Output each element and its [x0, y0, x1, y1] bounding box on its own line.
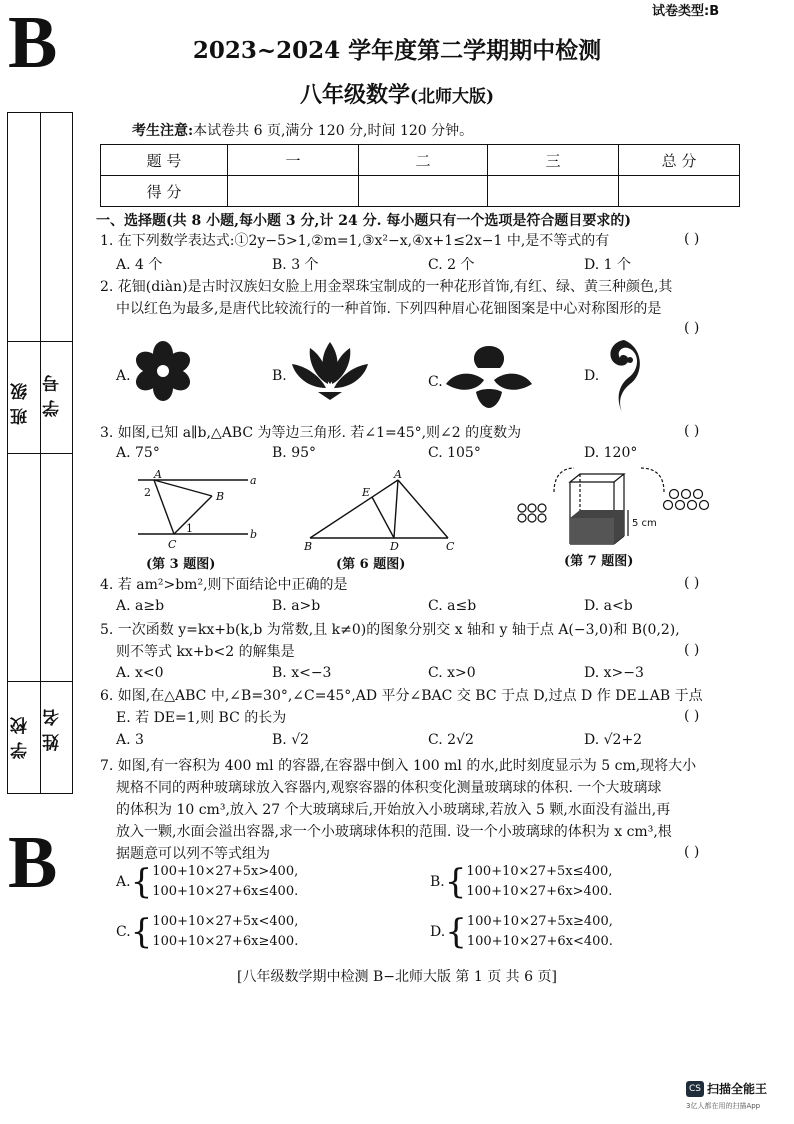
exam-notice: [132, 120, 473, 140]
fig3-label-a: A: [154, 468, 162, 481]
question-7-line-5: 据题意可以列不等式组为: [116, 846, 270, 862]
name-label: 姓名: [43, 701, 63, 751]
figure-6: [302, 466, 464, 552]
paper-type: 试卷类型:B: [652, 4, 720, 19]
exam-subtitle: [0, 78, 794, 109]
q3-option-c: C. 105°: [428, 445, 481, 461]
score-header-row: [101, 145, 740, 176]
score-row: [101, 176, 740, 207]
q6-option-d: D. √2+2: [584, 732, 643, 748]
q1-option-d: D. 1 个: [584, 257, 631, 273]
figure-3: [128, 466, 268, 552]
score-header: 三: [488, 145, 619, 176]
class-label: 班级: [11, 375, 31, 425]
school-label: 学校: [11, 709, 31, 759]
question-6-line-1: 6. 如图,在△ABC 中,∠B=30°,∠C=45°,AD 平分∠BAC 交 BC 于点 D,过点 D 作 DE⊥AB 于点: [100, 688, 703, 704]
q7-option-a-label: A.: [116, 874, 131, 890]
question-4: 4. 若 am²>bm²,则下面结论中正确的是: [100, 577, 348, 593]
student-info-sidebar: [7, 112, 73, 794]
figure-3-caption: (第 3 题图): [146, 557, 216, 572]
score-row-label: 得 分: [101, 176, 228, 207]
q4-option-a: A. a≥b: [116, 598, 165, 614]
q1-option-c: C. 2 个: [428, 257, 475, 273]
score-cell[interactable]: [619, 176, 740, 207]
question-6-line-2: E. 若 DE=1,则 BC 的长为: [116, 710, 287, 726]
q7-option-b-label: B.: [430, 874, 445, 890]
camscanner-logo-icon: CS: [686, 1081, 704, 1097]
fig6-label-c: C: [446, 540, 455, 552]
q7-b-ineq-1: 100+10×27+5x≤400,: [466, 864, 613, 879]
question-1: 1. 在下列数学表达式:①2y−5>1,②m=1,③x²−x,④x+1≤2x−1 中,是不等式的有: [100, 233, 610, 249]
answer-paren-6[interactable]: ( ): [684, 708, 700, 724]
q7-option-c-label: C.: [116, 924, 131, 940]
q7-option-d: D.{100+10×27+5x≥400, 100+10×27+6x<400.: [430, 912, 613, 952]
subject: 八年级数学: [299, 82, 410, 108]
fig3-label-line-a: a: [250, 474, 257, 487]
q4-option-b: B. a>b: [272, 598, 321, 614]
cloud-pattern-c-icon: [444, 344, 534, 410]
q3-option-d: D. 120°: [584, 445, 638, 461]
answer-paren-1[interactable]: ( ): [684, 231, 700, 247]
fig6-label-b: B: [304, 540, 313, 552]
score-header: 一: [228, 145, 359, 176]
figure-7: [514, 460, 714, 550]
exam-title: 2023~2024 学年度第二学期期中检测: [192, 37, 602, 64]
question-5-line-1: 5. 一次函数 y=kx+b(k,b 为常数,且 k≠0)的图象分别交 x 轴和 y 轴于点 A(−3,0)和 B(0,2),: [100, 622, 680, 638]
student-number-label: 学号: [43, 367, 63, 417]
answer-paren-3[interactable]: ( ): [684, 423, 700, 439]
paper-letter-top: B: [8, 2, 58, 84]
question-3: 3. 如图,已知 a∥b,△ABC 为等边三角形. 若∠1=45°,则∠2 的度数为: [100, 425, 522, 441]
score-cell[interactable]: [228, 176, 359, 207]
q5-option-b: B. x<−3: [272, 665, 332, 681]
q3-option-b: B. 95°: [272, 445, 317, 461]
q2-option-b: B.: [272, 368, 287, 384]
score-header: 总 分: [619, 145, 740, 176]
answer-paren-2[interactable]: ( ): [684, 320, 700, 336]
score-header: 二: [359, 145, 488, 176]
q2-option-d: D.: [584, 368, 600, 384]
paper-letter-bottom: B: [8, 822, 58, 904]
notice-text: 本试卷共 6 页,满分 120 分,时间 120 分钟。: [193, 123, 474, 139]
q3-option-a: A. 75°: [116, 445, 160, 461]
answer-paren-5[interactable]: ( ): [684, 642, 700, 658]
fig6-label-a: A: [394, 468, 402, 481]
score-table: [100, 144, 740, 207]
question-2-line-2: 中以红色为最多,是唐代比较流行的一种首饰. 下列四种眉心花钿图案是中心对称图形的是: [116, 301, 662, 317]
fig3-angle-1: 1: [186, 522, 193, 535]
fig6-label-e: E: [362, 486, 371, 499]
answer-paren-7[interactable]: ( ): [684, 844, 700, 860]
question-7-line-2: 规格不同的两种玻璃球放入容器内,观察容器的体积变化测量玻璃球的体积. 一个大玻璃球: [116, 780, 662, 796]
q6-option-b: B. √2: [272, 732, 310, 748]
q7-option-b: B.{100+10×27+5x≤400, 100+10×27+6x>400.: [430, 862, 613, 902]
scanner-app-name: 扫描全能王: [707, 1082, 768, 1096]
q6-option-a: A. 3: [116, 732, 144, 748]
question-7-line-1: 7. 如图,有一容积为 400 ml 的容器,在容器中倒入 100 ml 的水,此时刻度显示为 5 cm,现将大小: [100, 758, 697, 774]
q2-option-a: A.: [116, 368, 131, 384]
q5-option-a: A. x<0: [116, 665, 164, 681]
q1-option-b: B. 3 个: [272, 257, 319, 273]
q7-c-ineq-1: 100+10×27+5x<400,: [152, 914, 299, 929]
score-cell[interactable]: [359, 176, 488, 207]
q7-c-ineq-2: 100+10×27+6x≥400.: [152, 934, 299, 949]
fig6-label-d: D: [390, 540, 399, 552]
fig3-label-c: C: [168, 538, 177, 551]
edition: (北师大版): [409, 87, 495, 107]
q7-b-ineq-2: 100+10×27+6x>400.: [466, 884, 613, 899]
q2-option-c: C.: [428, 374, 443, 390]
q7-d-ineq-2: 100+10×27+6x<400.: [466, 934, 613, 949]
q7-a-ineq-2: 100+10×27+6x≤400.: [152, 884, 299, 899]
q7-d-ineq-1: 100+10×27+5x≥400,: [466, 914, 613, 929]
q5-option-c: C. x>0: [428, 665, 476, 681]
fig3-label-b: B: [216, 490, 225, 503]
lotus-pattern-b-icon: [288, 338, 372, 400]
q4-option-c: C. a≤b: [428, 598, 477, 614]
scanner-tagline: 3亿人都在用的扫描App: [686, 1102, 761, 1110]
fig7-height-label: 5 cm: [632, 518, 657, 529]
q7-option-a: A.{100+10×27+5x>400, 100+10×27+6x≤400.: [116, 862, 299, 902]
question-5-line-2: 则不等式 kx+b<2 的解集是: [116, 644, 295, 660]
q7-option-d-label: D.: [430, 924, 446, 940]
question-7-line-4: 放入一颗,水面会溢出容器,求一个小玻璃球体积的范围. 设一个小玻璃球的体积为 x cm³,根: [116, 824, 672, 840]
figure-6-caption: (第 6 题图): [336, 557, 406, 572]
fig3-angle-2: 2: [144, 486, 151, 499]
figure-7-caption: (第 7 题图): [564, 554, 634, 569]
score-header: 题 号: [101, 145, 228, 176]
q5-option-d: D. x>−3: [584, 665, 644, 681]
scanner-watermark: [686, 1078, 767, 1111]
q4-option-d: D. a<b: [584, 598, 633, 614]
question-2-line-1: 2. 花钿(diàn)是古时汉族妇女脸上用金翠珠宝制成的一种花形首饰,有红、绿、黄三种颜色,其: [100, 279, 673, 295]
answer-paren-4[interactable]: ( ): [684, 575, 700, 591]
q1-option-a: A. 4 个: [116, 257, 163, 273]
flower-pattern-a-icon: [130, 338, 196, 404]
fig3-label-line-b: b: [250, 528, 258, 541]
score-cell[interactable]: [488, 176, 619, 207]
notice-label: 考生注意:: [132, 123, 194, 139]
question-7-line-3: 的体积为 10 cm³,放入 27 个大玻璃球后,开始放入小玻璃球,若放入 5 颗,水面没有溢出,再: [116, 802, 671, 818]
section-heading: 一、选择题(共 8 小题,每小题 3 分,计 24 分. 每小题只有一个选项是符合题目要求的): [96, 213, 631, 229]
page-footer: [八年级数学期中检测 B−北师大版 第 1 页 共 6 页]: [237, 969, 557, 985]
q6-option-c: C. 2√2: [428, 732, 474, 748]
q7-option-c: C.{100+10×27+5x<400, 100+10×27+6x≥400.: [116, 912, 299, 952]
q7-a-ineq-1: 100+10×27+5x>400,: [152, 864, 299, 879]
swirl-pattern-d-icon: [600, 336, 646, 414]
